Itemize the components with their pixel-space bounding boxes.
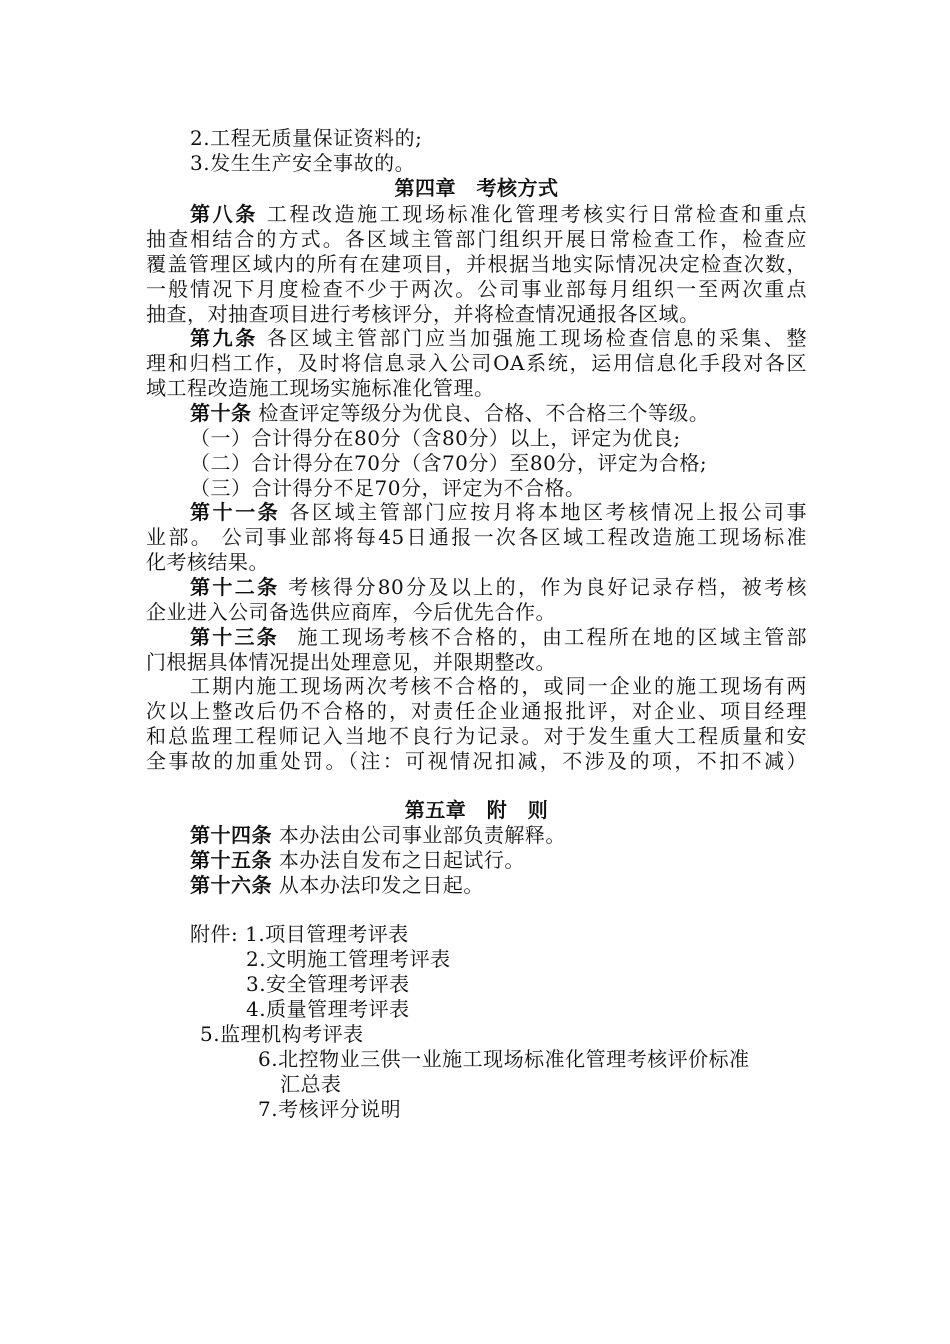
article-text: 本办法自发布之日起试行。 bbox=[278, 848, 525, 872]
attachment-label: 附件: bbox=[190, 922, 239, 946]
article-label: 第十条 bbox=[190, 401, 252, 425]
list-item: 3.发生生产安全事故的。 bbox=[190, 151, 416, 175]
article-label: 第十五条 bbox=[190, 848, 272, 872]
list-item: （三）合计得分不足70分，评定为不合格。 bbox=[190, 476, 586, 500]
attachment-item: 1.项目管理考评表 bbox=[245, 922, 409, 946]
list-item: （二）合计得分在70分（含70分）至80分，评定为合格; bbox=[190, 451, 708, 475]
article-label: 第十二条 bbox=[190, 575, 280, 599]
article-16-line bbox=[190, 873, 484, 897]
article-11-line bbox=[190, 500, 807, 524]
paragraph-line: 覆盖管理区域内的所有在建项目，并根据当地实际情况决定检查次数， bbox=[146, 252, 807, 276]
attachment-line bbox=[190, 922, 409, 946]
paragraph-line: 和总监理工程师记入当地不良行为记录。对于发生重大工程质量和安 bbox=[146, 724, 807, 748]
article-label: 第十一条 bbox=[190, 500, 281, 524]
attachment-item: 3.安全管理考评表 bbox=[246, 972, 410, 996]
article-text: 工程改造施工现场标准化管理考核实行日常检查和重点 bbox=[266, 202, 808, 226]
article-label: 第九条 bbox=[190, 326, 258, 350]
paragraph-line: 一般情况下月度检查不少于两次。公司事业部每月组织一至两次重点 bbox=[146, 277, 807, 301]
article-15-line bbox=[190, 848, 525, 872]
chapter-title: 第五章 附 则 bbox=[404, 798, 549, 822]
article-text: 各区域主管部门应按月将本地区考核情况上报公司事 bbox=[289, 500, 808, 524]
paragraph-line: 抽查，对抽查项目进行考核评分，并将检查情况通报各区域。 bbox=[146, 302, 700, 326]
paragraph-line: 门根据具体情况提出处理意见，并限期整改。 bbox=[146, 650, 556, 674]
article-9-line bbox=[190, 326, 807, 350]
attachment-item: 6.北控物业三供一业施工现场标准化管理考核评价标准 bbox=[258, 1047, 750, 1071]
article-label: 第八条 bbox=[190, 202, 258, 226]
paragraph-line: 抽查相结合的方式。各区域主管部门组织开展日常检查工作，检查应 bbox=[146, 227, 807, 251]
article-10-line bbox=[190, 401, 709, 425]
attachment-item: 2.文明施工管理考评表 bbox=[246, 947, 451, 971]
paragraph-line: 域工程改造施工现场实施标准化管理。 bbox=[146, 376, 495, 400]
article-text: 各区域主管部门应当加强施工现场检查信息的采集、整 bbox=[266, 326, 808, 350]
paragraph-line: 理和归档工作，及时将信息录入公司OA系统，运用信息化手段对各区 bbox=[146, 351, 807, 375]
article-text: 考核得分80分及以上的，作为良好记录存档，被考核 bbox=[288, 575, 808, 599]
chapter-title: 第四章 考核方式 bbox=[394, 176, 559, 200]
paragraph-line: 次以上整改后仍不合格的，对责任企业通报批评，对企业、项目经理 bbox=[146, 699, 807, 723]
article-14-line bbox=[190, 823, 566, 847]
list-item: （一）合计得分在80分（含80分）以上，评定为优良; bbox=[190, 426, 681, 450]
article-text: 从本办法印发之日起。 bbox=[278, 873, 484, 897]
article-text: 检查评定等级分为优良、合格、不合格三个等级。 bbox=[258, 401, 710, 425]
attachment-item: 5.监理机构考评表 bbox=[200, 1022, 364, 1046]
attachment-item: 汇总表 bbox=[280, 1072, 342, 1096]
article-text: 本办法由公司事业部负责解释。 bbox=[278, 823, 566, 847]
list-item: 2.工程无质量保证资料的; bbox=[190, 126, 423, 150]
paragraph-line: 企业进入公司备选供应商库，今后优先合作。 bbox=[146, 600, 556, 624]
paragraph-line: 化考核结果。 bbox=[146, 550, 269, 574]
paragraph-line: 工期内施工现场两次考核不合格的，或同一企业的施工现场有两 bbox=[190, 674, 807, 698]
article-label: 第十四条 bbox=[190, 823, 272, 847]
article-8-line bbox=[190, 202, 807, 226]
attachment-item: 4.质量管理考评表 bbox=[246, 997, 410, 1021]
article-12-line bbox=[190, 575, 807, 599]
article-label: 第十三条 bbox=[190, 625, 279, 649]
attachment-item: 7.考核评分说明 bbox=[258, 1097, 402, 1121]
article-label: 第十六条 bbox=[190, 873, 272, 897]
article-text: 施工现场考核不合格的，由工程所在地的区域主管部 bbox=[297, 625, 808, 649]
paragraph-line: 业部。 公司事业部将每45日通报一次各区域工程改造施工现场标准 bbox=[146, 525, 807, 549]
paragraph-line: 全事故的加重处罚。（注：可视情况扣减，不涉及的项，不扣不减） bbox=[146, 749, 807, 773]
article-13-line bbox=[190, 625, 807, 649]
